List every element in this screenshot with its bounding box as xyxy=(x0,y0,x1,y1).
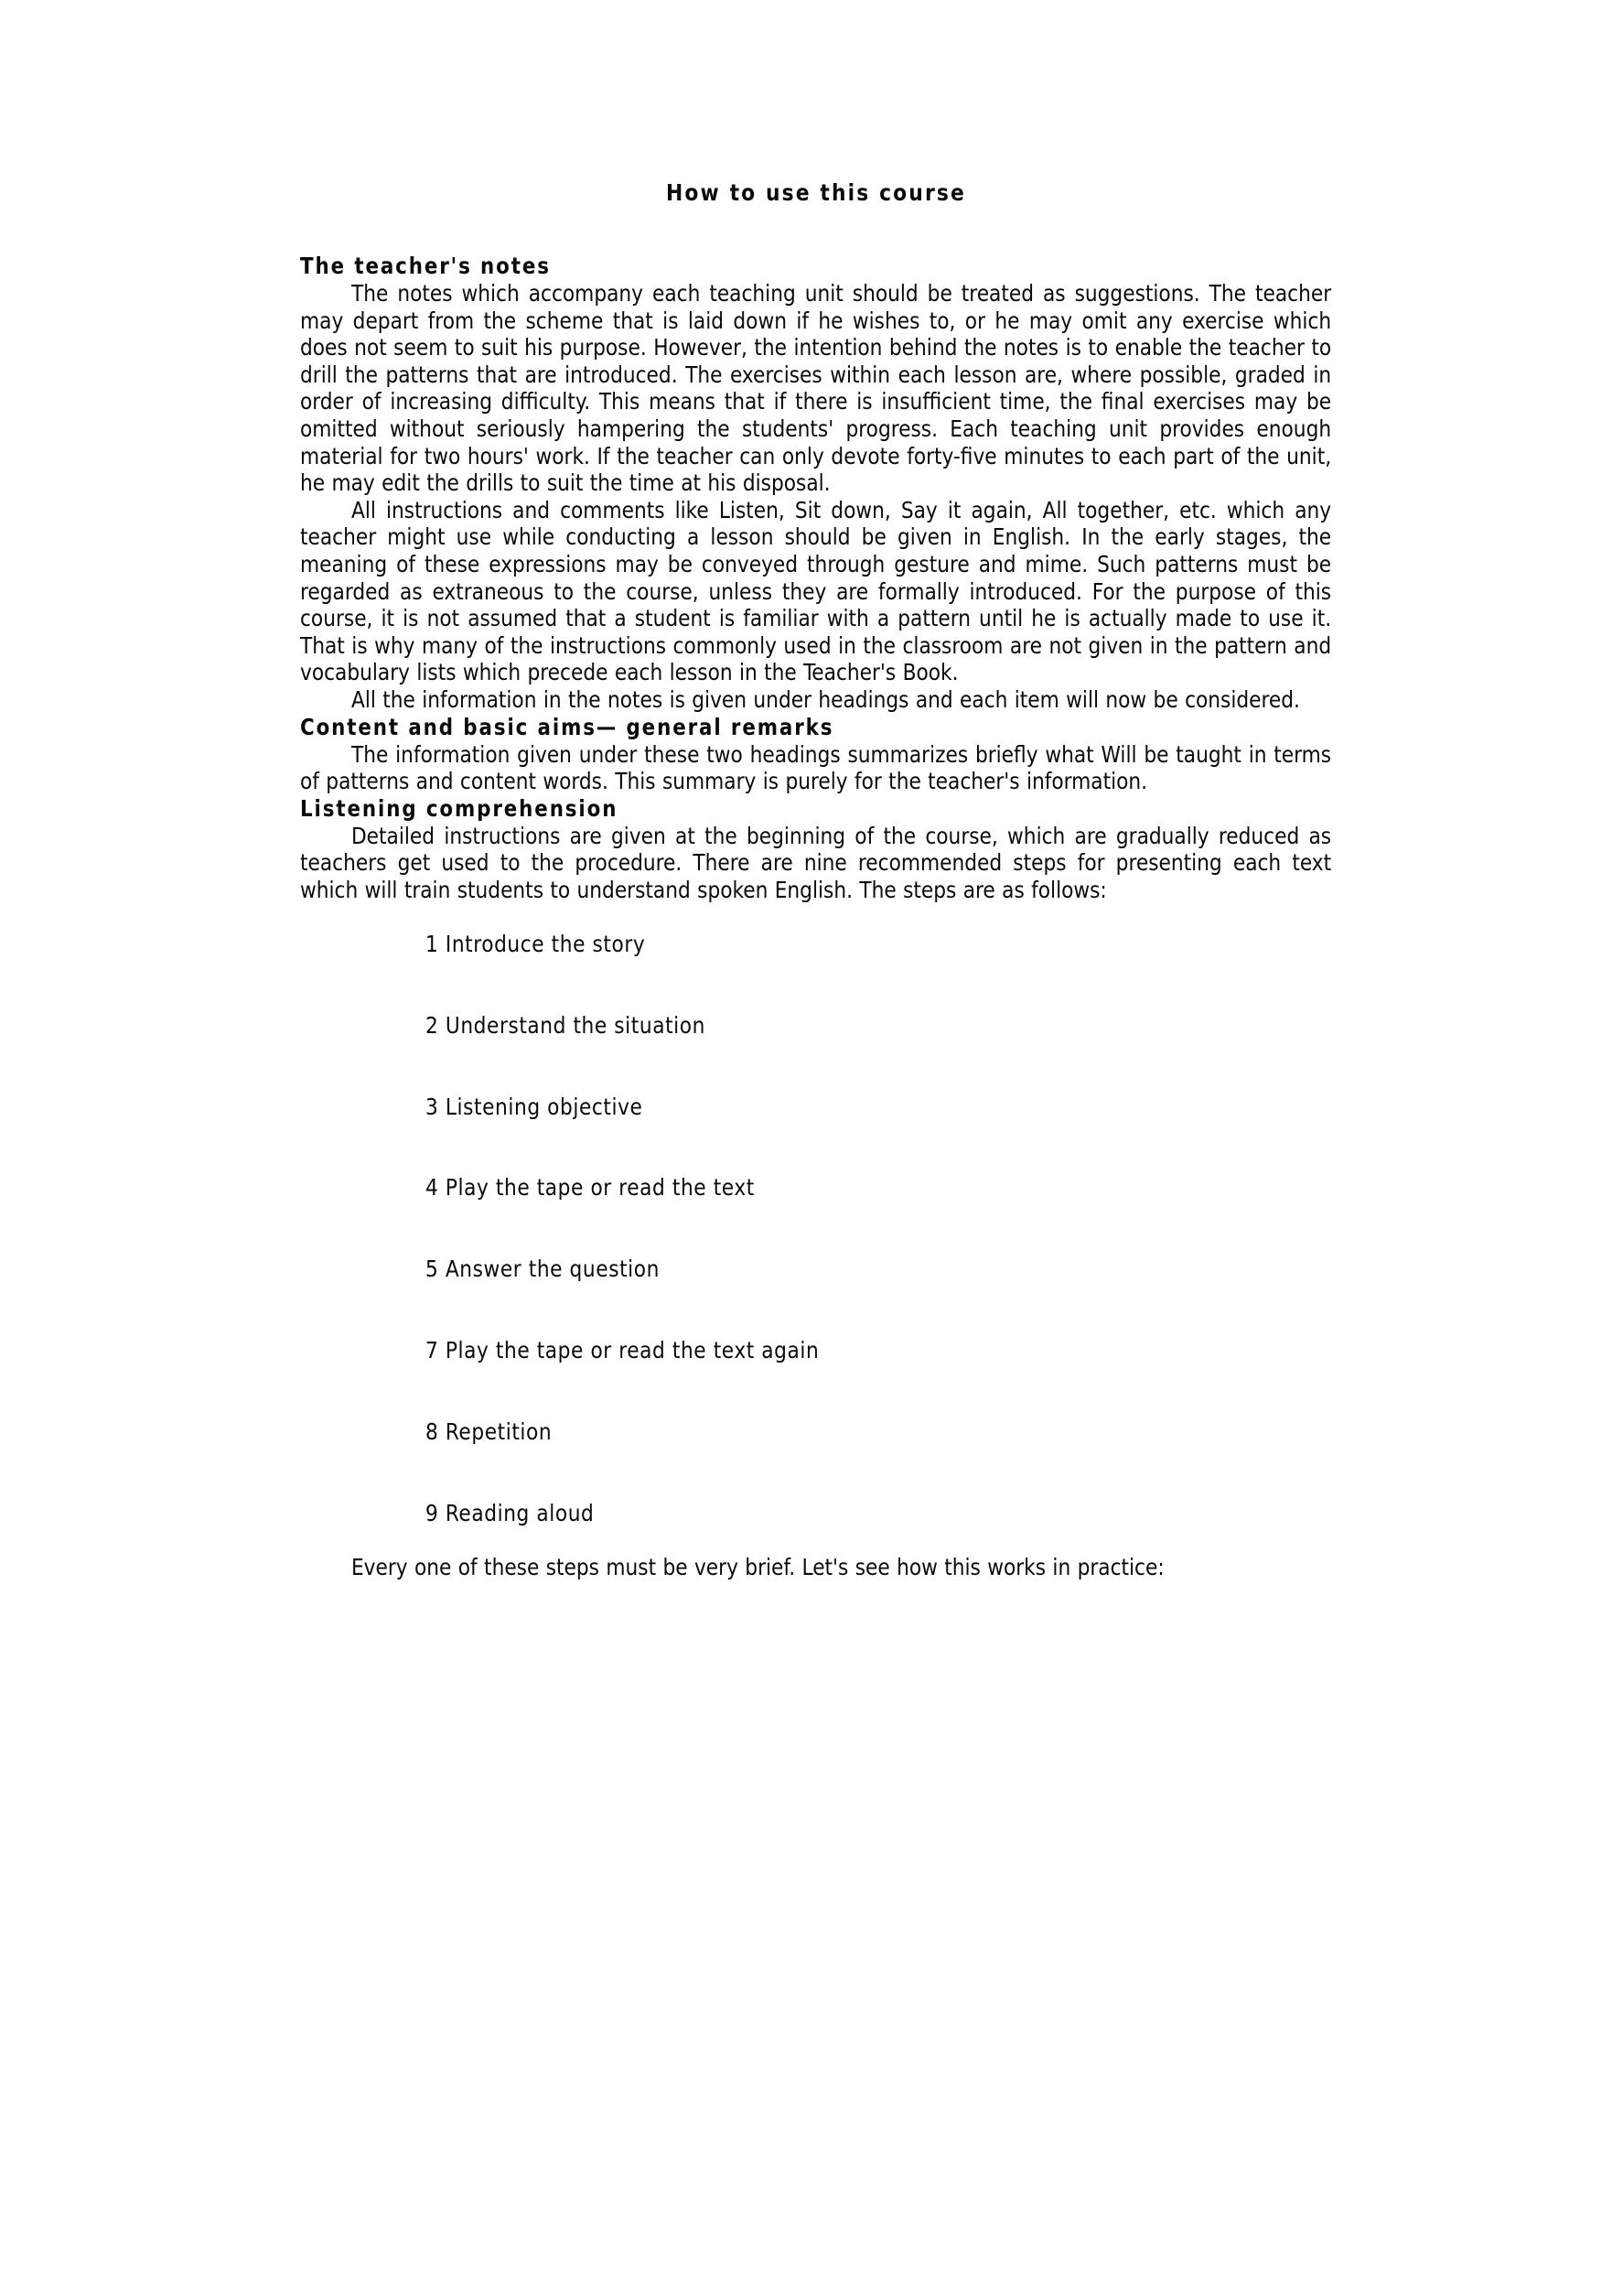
step-number: 9 xyxy=(425,1499,439,1526)
step-label: Introduce the story xyxy=(445,931,646,958)
list-item xyxy=(300,1148,1296,1229)
paragraph-content-and-basic-aims-1: The information given under these two headings summarizes briefly what Will be taught in terms of patterns and content words. This summary is purely for the teacher's information. xyxy=(300,740,1332,795)
step-number: 1 xyxy=(425,931,439,958)
paragraph-listening-comprehension-closing: Every one of these steps must be very brief. Let's see how this works in practice: xyxy=(350,1553,1165,1580)
step-label: Play the tape or read the text xyxy=(445,1174,755,1202)
step-number: 7 xyxy=(425,1336,439,1364)
section-heading-teachers-notes: The teacher's notes xyxy=(300,253,551,279)
step-number: 4 xyxy=(425,1174,439,1202)
document-content xyxy=(300,179,1332,1580)
paragraph-teachers-notes-3: All the information in the notes is given under headings and each item will now be considered. xyxy=(350,685,1300,713)
list-item xyxy=(300,1229,1296,1310)
paragraph-listening-comprehension-1: Detailed instructions are given at the beginning of the course, which are gradually reduced as teachers get used to the procedure. There are nine recommended steps for presenting each text which will train students to understand spoken English. The steps are as follows: xyxy=(300,822,1332,903)
step-label: Listening objective xyxy=(445,1093,643,1120)
step-number: 2 xyxy=(425,1011,439,1039)
list-item xyxy=(300,1391,1296,1472)
list-item xyxy=(300,1310,1296,1391)
step-label: Play the tape or read the text again xyxy=(445,1336,820,1364)
step-label: Answer the question xyxy=(445,1256,660,1283)
step-number: 3 xyxy=(425,1093,439,1120)
step-label: Understand the situation xyxy=(445,1011,705,1039)
step-label: Repetition xyxy=(445,1417,553,1445)
step-label: Reading aloud xyxy=(445,1499,595,1526)
paragraph-teachers-notes-2: All instructions and comments like Listen, Sit down, Say it again, All together, etc. which any teacher might use while conducting a lesson should be given in English. In the early stages, the meaning of these expressions may be conveyed through gesture and mime. Such patterns must be regarded as extraneous to the course, unless they are formally introduced. For the purpose of this course, it is not assumed that a student is familiar with a pattern until he is actually made to use it. That is why many of the instructions commonly used in the classroom are not given in the pattern and vocabulary lists which precede each lesson in the Teacher's Book. xyxy=(300,496,1332,686)
section-heading-listening-comprehension: Listening comprehension xyxy=(300,794,618,822)
section-heading-content-and-basic-aims: Content and basic aims— general remarks xyxy=(300,713,834,740)
list-item xyxy=(300,985,1296,1066)
list-item xyxy=(300,1472,1296,1554)
paragraph-teachers-notes-1: The notes which accompany each teaching unit should be treated as suggestions. The teacher may depart from the scheme that is laid down if he wishes to, or he may omit any exercise which does not seem to suit his purpose. However, the intention behind the notes is to enable the teacher to drill the patterns that are introduced. The exercises within each lesson are, where possible, graded in order of increasing difficulty. This means that if there is insufficient time, the final exercises may be omitted without seriously hampering the students' progress. Each teaching unit provides enough material for two hours' work. If the teacher can only devote forty-five minutes to each part of the unit, he may edit the drills to suit the time at his disposal. xyxy=(300,280,1332,497)
page-title: How to use this course xyxy=(666,179,966,206)
listening-steps-list xyxy=(300,903,1332,1553)
step-number: 8 xyxy=(425,1417,439,1445)
list-item xyxy=(300,1066,1296,1148)
step-number: 5 xyxy=(425,1256,439,1283)
list-item xyxy=(300,903,1296,985)
